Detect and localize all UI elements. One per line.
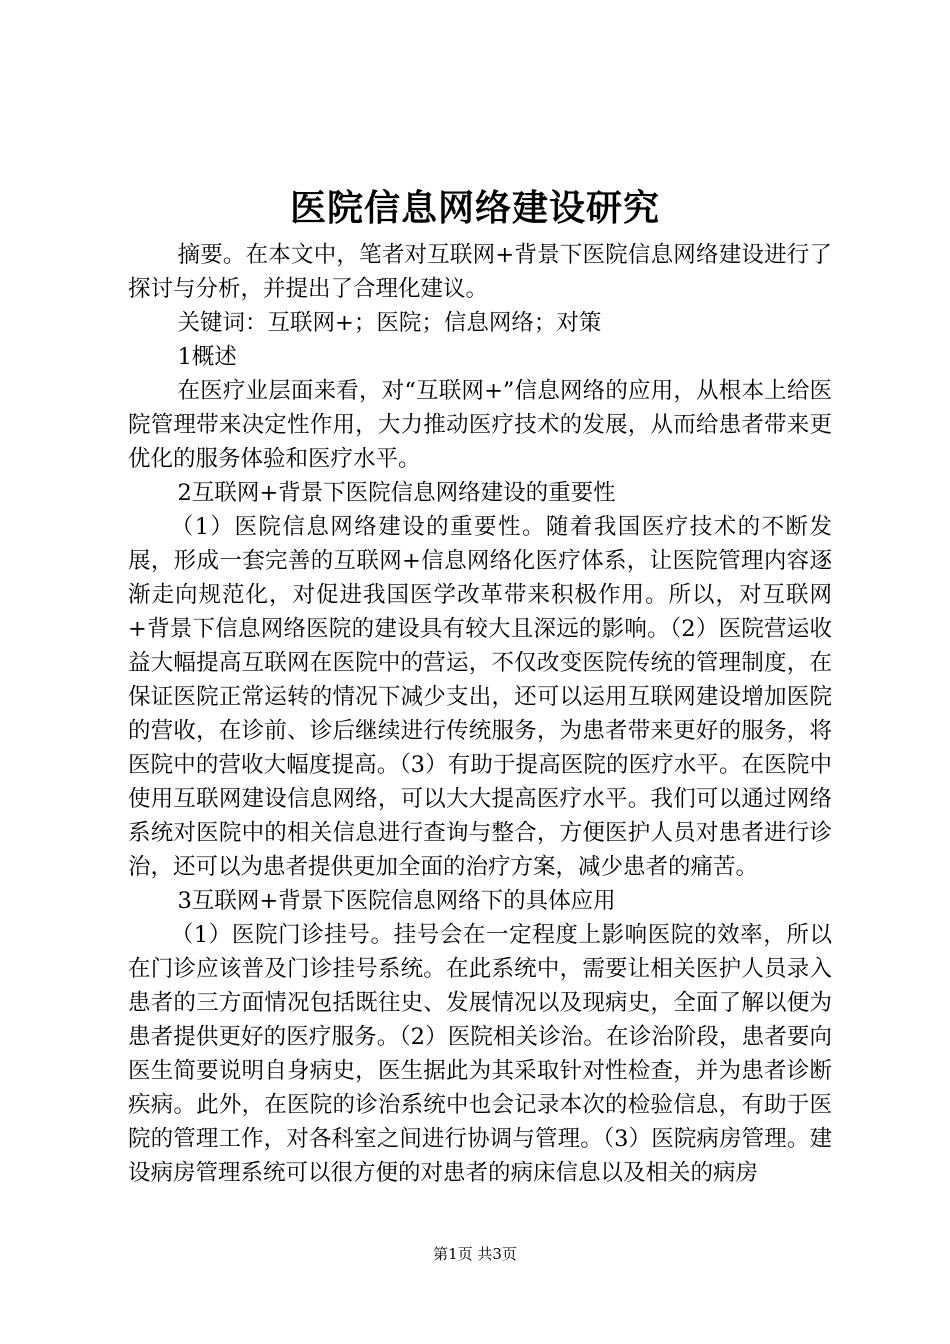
- section-2-paragraph: （1）医院信息网络建设的重要性。随着我国医疗技术的不断发展，形成一套完善的互联网+信息网络化医疗体系，让医院管理内容逐渐走向规范化，对促进我国医学改革带来积极作用。所以，对互联网+背景下信息网络医院的建设具有较大且深远的影响。（2）医院营运收益大幅提高互联网在医院中的营运，不仅改变医院传统的管理制度，在保证医院正常运转的情况下减少支出，还可以运用互联网建设增加医院的营收，在诊前、诊后继续进行传统服务，为患者带来更好的服务，将医院中的营收大幅度提高。（3）有助于提高医院的医疗水平。在医院中使用互联网建设信息网络，可以大大提高医疗水平。我们可以通过网络系统对医院中的相关信息进行查询与整合，方便医护人员对患者进行诊治，还可以为患者提供更加全面的治疗方案，减少患者的痛苦。: [128, 514, 832, 880]
- page-number-footer: 第1页 共3页: [433, 1245, 517, 1263]
- keywords-line: 关键词：互联网+；医院；信息网络；对策: [177, 310, 602, 336]
- section-3-heading: 3互联网+背景下医院信息网络下的具体应用: [177, 888, 616, 914]
- document-title: 医院信息网络建设研究: [289, 187, 660, 229]
- section-1-heading: 1概述: [177, 344, 237, 370]
- section-3-paragraph: （1）医院门诊挂号。挂号会在一定程度上影响医院的效率，所以在门诊应该普及门诊挂号系统。在此系统中，需要让相关医护人员录入患者的三方面情况包括既往史、发展情况以及现病史，全面了解以便为患者提供更好的医疗服务。（2）医院相关诊治。在诊治阶段，患者要向医生简要说明自身病史，医生据此为其采取针对性检查，并为患者诊断疾病。此外，在医院的诊治系统中也会记录本次的检验信息，有助于医院的管理工作，对各科室之间进行协调与管理。（3）医院病房管理。建设病房管理系统可以很方便的对患者的病床信息以及相关的病房: [128, 922, 832, 1186]
- document-body: [128, 238, 832, 1190]
- abstract-paragraph: 摘要。在本文中，笔者对互联网+背景下医院信息网络建设进行了探讨与分析，并提出了合理化建议。: [128, 242, 832, 302]
- section-2-heading: 2互联网+背景下医院信息网络建设的重要性: [177, 480, 616, 506]
- section-1-paragraph: 在医疗业层面来看，对“互联网+”信息网络的应用，从根本上给医院管理带来决定性作用，大力推动医疗技术的发展，从而给患者带来更优化的服务体验和医疗水平。: [128, 378, 832, 472]
